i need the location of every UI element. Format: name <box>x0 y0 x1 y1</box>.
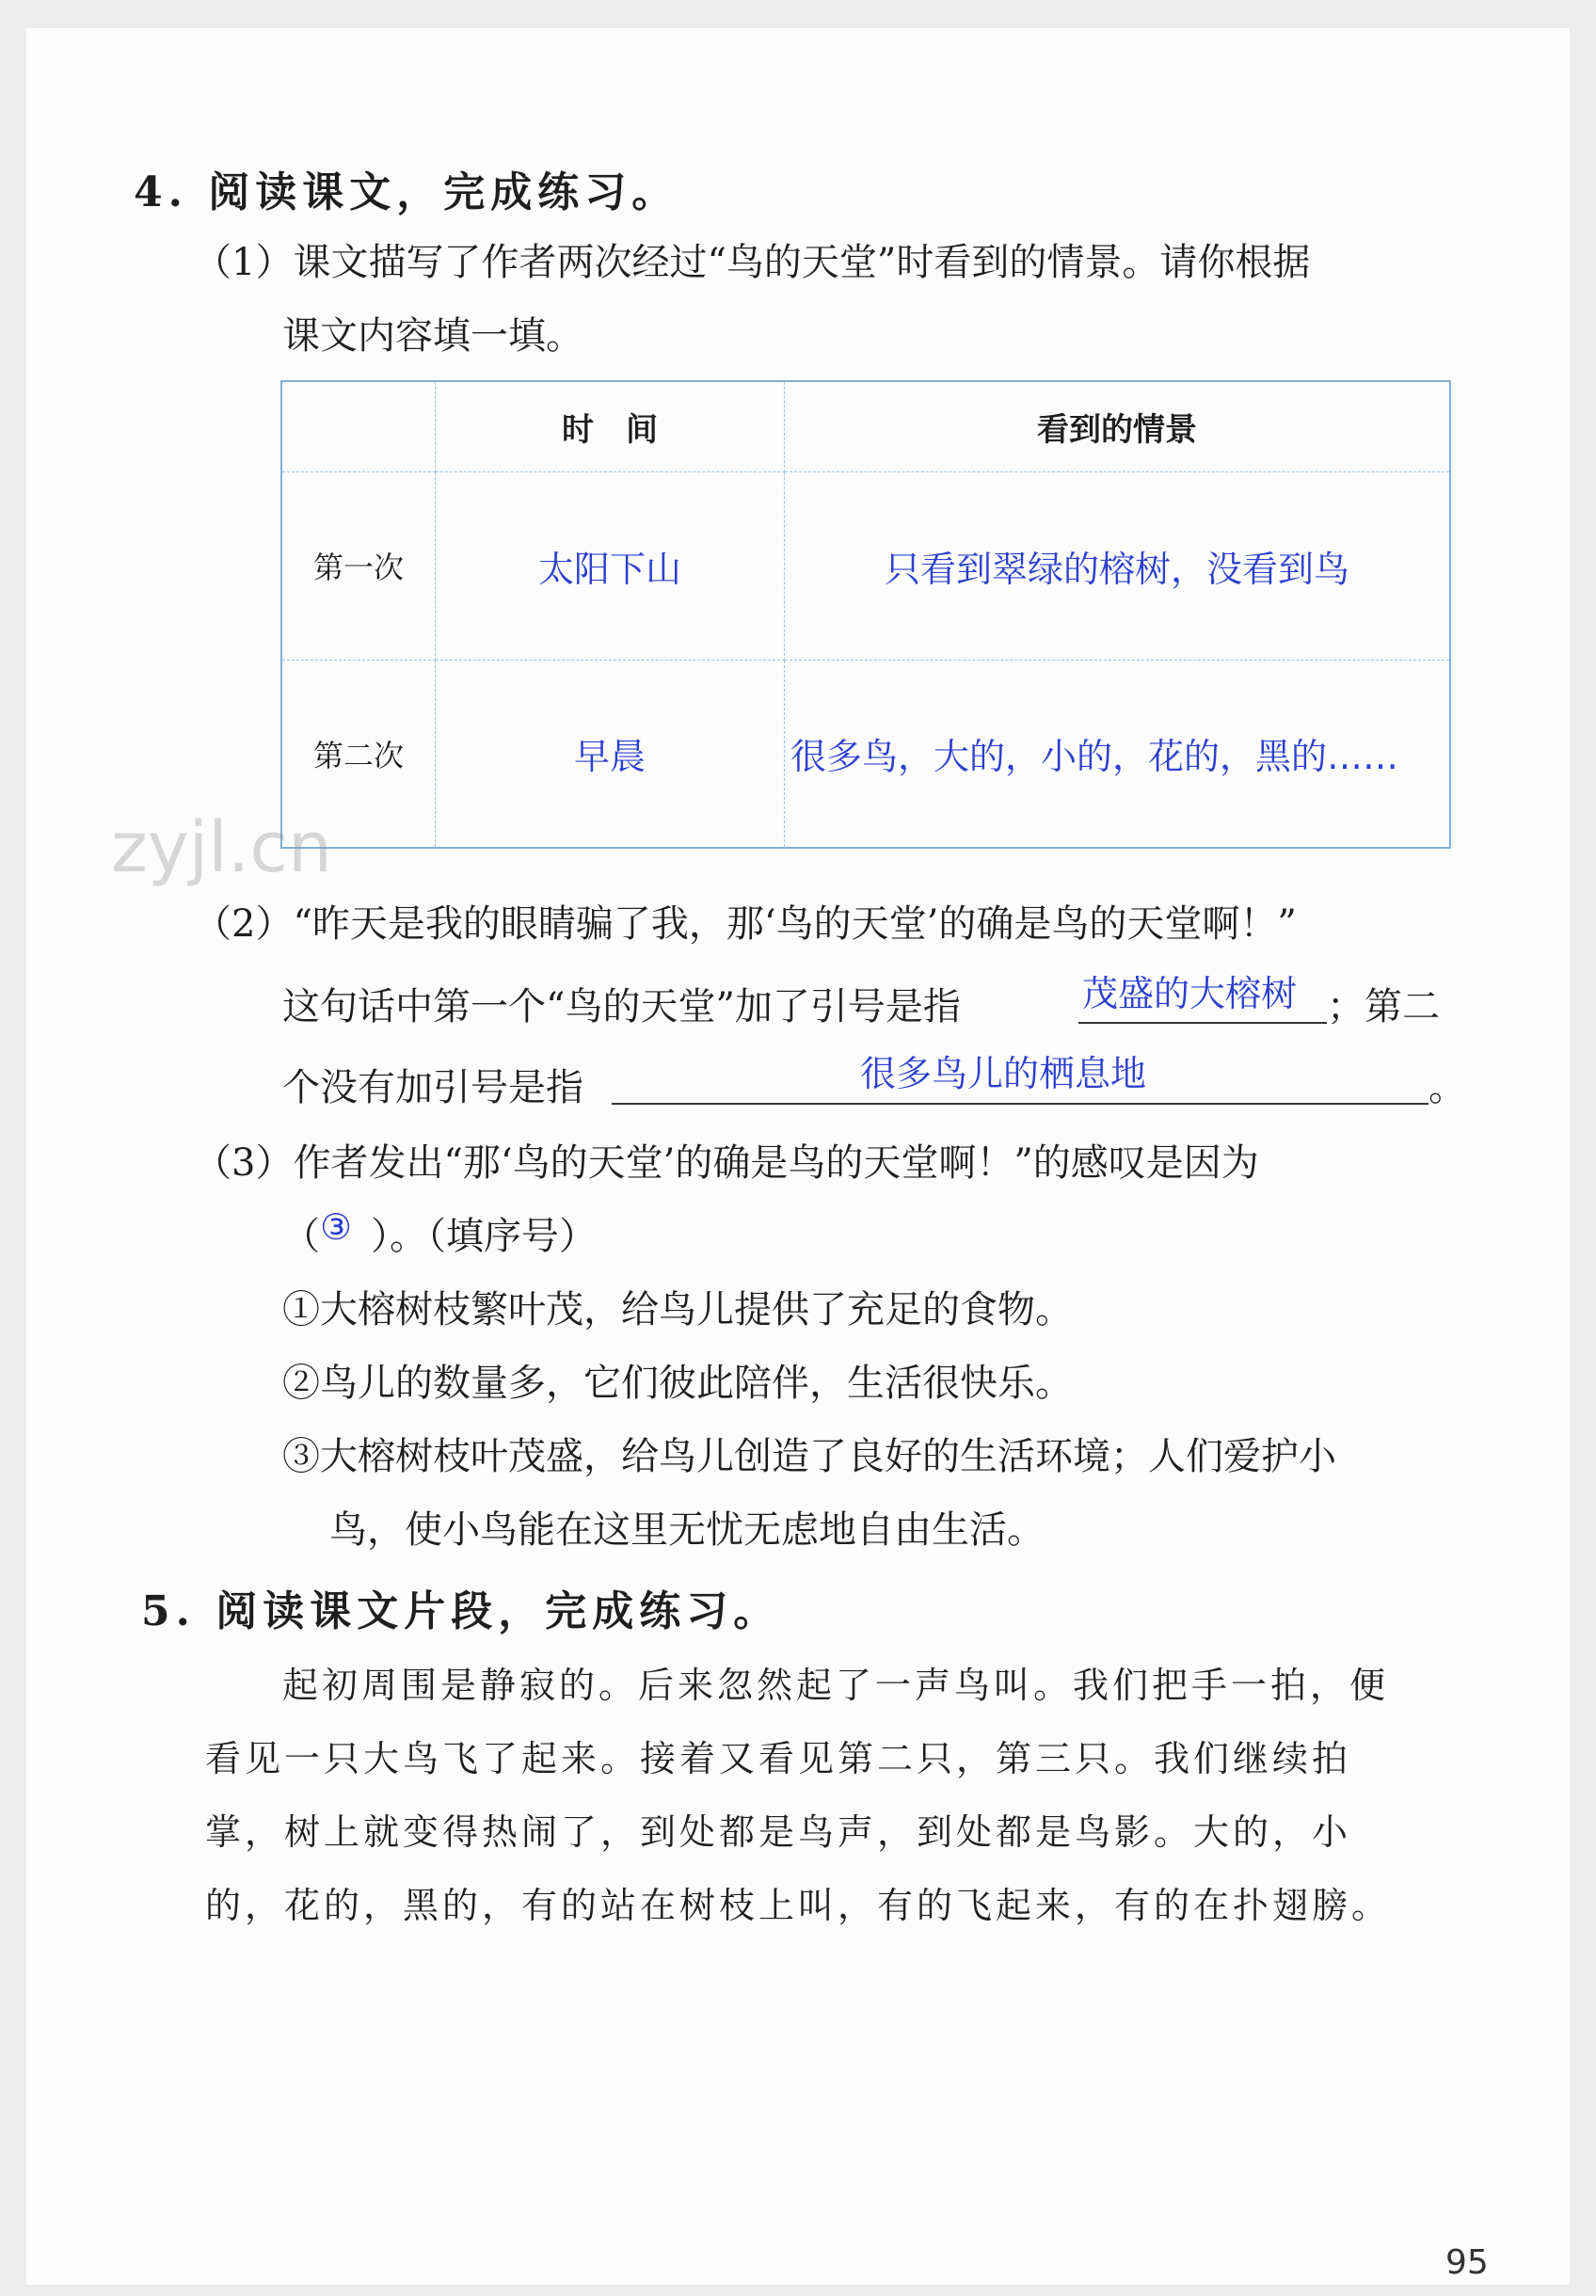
q4-p3-paren-open: （ <box>282 1215 320 1258</box>
q5-line: 看见一只大鸟飞了起来。接着又看见第二只，第三只。我们继续拍 <box>205 1738 1352 1779</box>
scene-table <box>280 380 1451 849</box>
q4-p2-line2-pre: 这句话中第一个“鸟的天堂”加了引号是指 <box>282 985 961 1028</box>
answer-time-2: 早晨 <box>436 660 785 848</box>
option-3-line1: ③大榕树枝叶茂盛，给鸟儿创造了良好的生活环境；人们爱护小 <box>282 1435 1336 1478</box>
answer-blank-2 <box>612 1103 1428 1105</box>
q5-line: 掌，树上就变得热闹了，到处都是鸟声，到处都是鸟影。大的，小 <box>205 1811 1352 1853</box>
answer-scene-1: 只看到翠绿的榕树，没看到鸟 <box>785 471 1451 660</box>
option-3-line2: 鸟，使小鸟能在这里无忧无虑地自由生活。 <box>329 1508 1045 1552</box>
q5-line: 的，花的，黑的，有的站在树枝上叫，有的飞起来，有的在扑翅膀。 <box>205 1885 1392 1926</box>
q4-p1-line1: （1）课文描写了作者两次经过“鸟的天堂”时看到的情景。请你根据 <box>194 241 1311 284</box>
answer-blank-1 <box>1078 1022 1327 1024</box>
q4-p3-line1: （3）作者发出“那‘鸟的天堂’的确是鸟的天堂啊！”的感叹是因为 <box>194 1141 1259 1185</box>
watermark: zyjl.cn <box>111 807 332 888</box>
q4-p3-paren-close: ）。（填序号） <box>371 1215 597 1258</box>
table-header-empty <box>281 381 436 471</box>
option-1: ①大榕树枝繁叶茂，给鸟儿提供了充足的食物。 <box>282 1288 1073 1331</box>
q4-p2-line3-post: 。 <box>1428 1066 1466 1109</box>
table-row <box>281 660 1450 848</box>
answer-choice: ③ <box>320 1206 353 1248</box>
answer-blank-1-text: 茂盛的大榕树 <box>1082 973 1298 1014</box>
table-header-scene: 看到的情景 <box>785 381 1451 471</box>
table-header-row <box>281 381 1450 471</box>
q4-p2-line3-pre: 个没有加引号是指 <box>282 1066 583 1109</box>
q4-p1-line2: 课文内容填一填。 <box>282 314 583 358</box>
answer-blank-2-text: 很多鸟儿的栖息地 <box>860 1053 1147 1094</box>
option-2: ②鸟儿的数量多，它们彼此陪伴，生活很快乐。 <box>282 1362 1073 1405</box>
table-row-label: 第一次 <box>281 471 436 660</box>
answer-time-1: 太阳下山 <box>436 471 785 660</box>
q5-title: 5. 阅读课文片段，完成练习。 <box>141 1587 781 1635</box>
answer-scene-2: 很多鸟，大的，小的，花的，黑的…… <box>785 660 1451 848</box>
table-row-label: 第二次 <box>281 660 436 848</box>
q5-line: 起初周围是静寂的。后来忽然起了一声鸟叫。我们把手一拍，便 <box>282 1665 1390 1706</box>
q4-title: 4. 阅读课文，完成练习。 <box>134 168 679 216</box>
page-number: 95 <box>1445 2243 1489 2282</box>
table-row <box>281 471 1450 660</box>
q4-p2-line2-post: ；第二 <box>1327 985 1440 1028</box>
q4-p2-line1: （2）“昨天是我的眼睛骗了我，那‘鸟的天堂’的确是鸟的天堂啊！” <box>194 902 1297 946</box>
table-header-time: 时 间 <box>436 381 785 471</box>
